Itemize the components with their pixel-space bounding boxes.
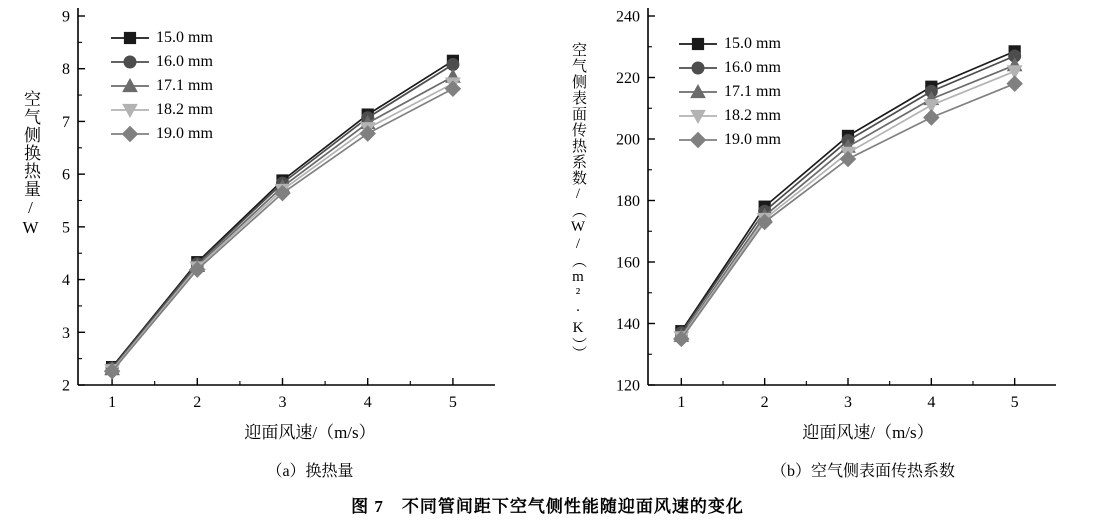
y-tick-label: 4 [62,272,70,290]
x-tick-label: 3 [278,394,287,411]
legend-item-label: 15.0 mm [156,29,213,46]
legend-item [678,80,781,104]
legend-item [678,128,781,152]
chart-plot-a [0,0,548,470]
legend-marker-icon [110,98,150,122]
legend-item-label: 18.2 mm [156,101,213,118]
chart-panel-b [548,0,1095,500]
legend-item-label: 16.0 mm [156,53,213,70]
y-axis-label-b: 空气侧表面传热系数/（W/（m²·K）） [570,42,586,362]
y-axis-label-a: 空气侧换热量/W [21,90,40,238]
legend-marker-icon [110,122,150,146]
y-tick-label: 8 [62,61,70,79]
y-tick-label: 3 [62,324,70,342]
legend-b [678,32,781,152]
chart-plot-b [548,0,1095,470]
legend-item [110,50,213,74]
legend-item-label: 17.1 mm [156,77,213,94]
legend-marker-icon [678,128,718,152]
legend-item [678,104,781,128]
legend-marker-icon [678,32,718,56]
x-axis-label-b: 迎面风速/（m/s） [802,423,934,442]
legend-marker-icon [678,56,718,80]
chart-panel-a [0,0,548,500]
legend-item [110,122,213,146]
y-tick-label: 9 [62,8,70,26]
y-tick-label: 5 [62,219,70,237]
legend-item [110,98,213,122]
x-tick-label: 3 [844,394,852,411]
legend-item-label: 15.0 mm [724,35,781,52]
y-tick-label: 7 [62,113,70,131]
x-axis-label-a: 迎面风速/（m/s） [244,423,376,442]
legend-item-label: 19.0 mm [724,131,781,148]
legend-marker-icon [110,26,150,50]
x-tick-label: 2 [760,394,769,411]
y-tick-label: 140 [616,316,640,333]
y-tick-label: 2 [62,377,70,395]
legend-a [110,26,213,146]
y-tick-label: 6 [62,166,70,184]
x-tick-label: 5 [1010,394,1019,411]
legend-marker-icon [678,80,718,104]
x-tick-label: 1 [677,394,686,411]
legend-item-label: 17.1 mm [724,83,781,100]
legend-item-label: 18.2 mm [724,107,781,124]
legend-item-label: 16.0 mm [724,59,781,76]
y-tick-label: 180 [616,193,640,210]
legend-marker-icon [110,74,150,98]
legend-marker-icon [110,50,150,74]
legend-item [110,74,213,98]
y-tick-label: 240 [616,8,640,26]
y-tick-label: 120 [616,377,640,395]
legend-item [110,26,213,50]
x-tick-label: 4 [927,394,936,411]
y-tick-label: 220 [616,70,640,87]
legend-item [678,56,781,80]
y-tick-label: 200 [616,131,640,149]
figure-caption: 图 7 不同管间距下空气侧性能随迎面风速的变化 [351,497,744,516]
legend-marker-icon [678,104,718,128]
x-tick-label: 1 [108,394,117,411]
y-tick-label: 160 [616,254,640,272]
x-tick-label: 2 [193,394,202,411]
subcaption-a: （a）换热量 [266,463,354,480]
x-tick-label: 5 [448,394,457,411]
legend-item-label: 19.0 mm [156,125,213,142]
legend-item [678,32,781,56]
x-tick-label: 4 [363,394,372,411]
subcaption-b: （b）空气侧表面传热系数 [770,463,955,480]
